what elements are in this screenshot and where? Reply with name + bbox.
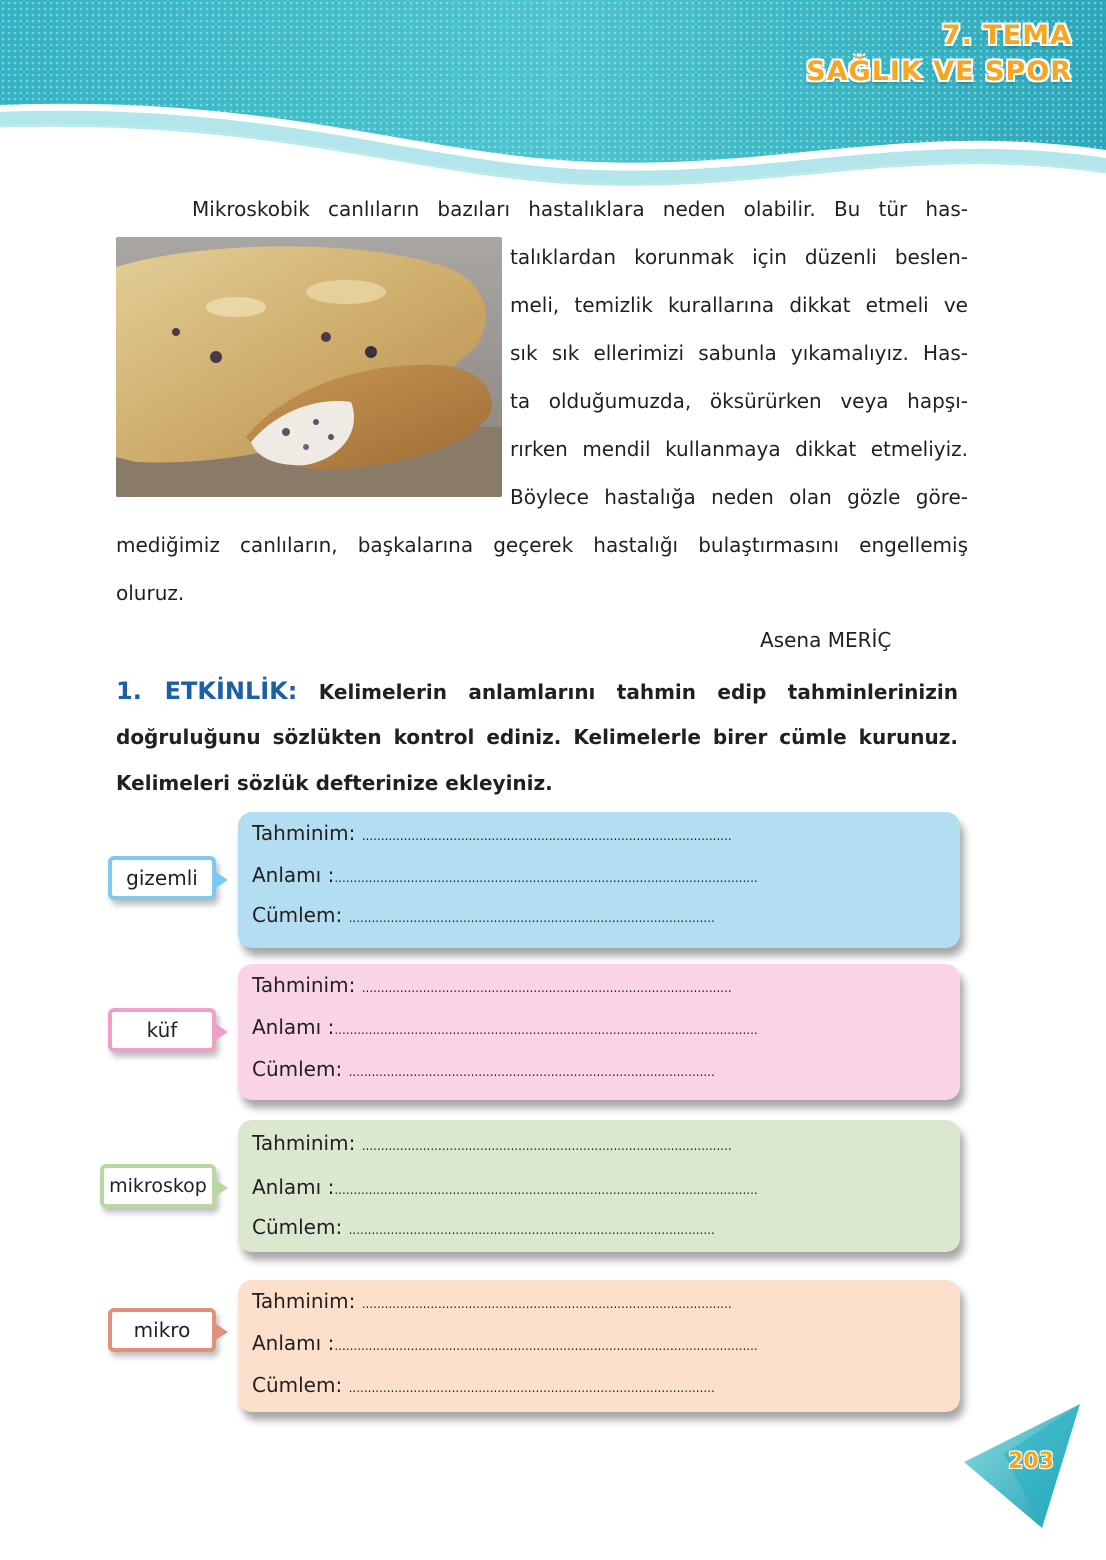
meaning-dots: ............................................................................................................... [334, 1023, 758, 1037]
sentence-field[interactable] [252, 900, 715, 933]
guess-field[interactable] [252, 1128, 732, 1161]
word-panel [238, 812, 960, 948]
meaning-field[interactable] [252, 860, 758, 893]
sentence-label: Cümlem: [252, 903, 343, 927]
sentence-label: Cümlem: [252, 1215, 343, 1239]
meaning-label: Anlamı : [252, 863, 335, 887]
word-panel [238, 1120, 960, 1252]
sentence-dots: ................................................................................................ [348, 1223, 715, 1237]
word-panel [238, 964, 960, 1100]
sentence-field[interactable] [252, 1370, 715, 1403]
reading-line: oluruz. [116, 581, 185, 605]
activity-title: 1. ETKİNLİK: [116, 677, 298, 705]
reading-line: talıklardan korunmak için düzenli beslen- [510, 245, 968, 269]
reading-line: sık sık ellerimizi sabunla yıkamalıyız. Has- [510, 341, 968, 365]
bread-photo [116, 237, 502, 497]
activity-line-2: doğruluğunu sözlükten kontrol ediniz. Kelimelerle birer cümle kurunuz. [116, 725, 958, 749]
word-tag: gizemli [108, 856, 216, 900]
guess-label: Tahminim: [252, 1131, 356, 1155]
activity-text: Kelimelerin anlamlarını tahmin edip tahminlerinizin [318, 680, 958, 704]
theme-number: 7. TEMA [941, 20, 1072, 51]
word-card-kuf [100, 964, 970, 1104]
sentence-dots: ................................................................................................ [348, 1381, 715, 1395]
guess-label: Tahminim: [252, 1289, 356, 1313]
theme-title: SAĞLIK VE SPOR [806, 56, 1072, 87]
meaning-dots: ............................................................................................................... [334, 871, 758, 885]
word-tag: mikro [108, 1308, 216, 1352]
meaning-field[interactable] [252, 1172, 758, 1205]
activity-line-3: Kelimeleri sözlük defterinize ekleyiniz. [116, 771, 553, 795]
word-panel [238, 1280, 960, 1412]
guess-field[interactable] [252, 970, 732, 1003]
guess-dots: ................................................................................................. [361, 981, 732, 995]
meaning-dots: ............................................................................................................... [334, 1339, 758, 1353]
meaning-field[interactable] [252, 1328, 758, 1361]
meaning-label: Anlamı : [252, 1331, 335, 1355]
word-tag: mikroskop [100, 1164, 216, 1208]
sentence-dots: ................................................................................................ [348, 1065, 715, 1079]
theme-heading [806, 18, 1072, 90]
sentence-label: Cümlem: [252, 1057, 343, 1081]
reading-line: meli, temizlik kurallarına dikkat etmeli ve [510, 293, 968, 317]
meaning-dots: ............................................................................................................... [334, 1183, 758, 1197]
word-tag: küf [108, 1008, 216, 1052]
activity-instructions [116, 668, 958, 806]
guess-dots: ................................................................................................. [361, 1139, 732, 1153]
author-name: Asena MERİÇ [760, 628, 892, 652]
sentence-field[interactable] [252, 1054, 715, 1087]
sentence-field[interactable] [252, 1212, 715, 1245]
reading-line: mediğimiz canlıların, başkalarına geçerek hastalığı bulaştırmasını engellemiş [116, 533, 968, 557]
reading-line: rırken mendil kullanmaya dikkat etmeliyiz. [510, 437, 968, 461]
guess-dots: ................................................................................................. [361, 829, 732, 843]
word-card-gizemli [100, 812, 970, 952]
reading-line: Mikroskobik canlıların bazıları hastalıklara neden olabilir. Bu tür has- [192, 197, 968, 221]
guess-label: Tahminim: [252, 821, 356, 845]
guess-field[interactable] [252, 818, 732, 851]
sentence-dots: ................................................................................................ [348, 911, 715, 925]
guess-field[interactable] [252, 1286, 732, 1319]
meaning-field[interactable] [252, 1012, 758, 1045]
sentence-label: Cümlem: [252, 1373, 343, 1397]
word-card-mikroskop [100, 1120, 970, 1260]
reading-line: ta olduğumuzda, öksürürken veya hapşı- [510, 389, 968, 413]
guess-dots: ................................................................................................. [361, 1297, 732, 1311]
meaning-label: Anlamı : [252, 1015, 335, 1039]
reading-line: Böylece hastalığa neden olan gözle göre- [510, 485, 968, 509]
guess-label: Tahminim: [252, 973, 356, 997]
meaning-label: Anlamı : [252, 1175, 335, 1199]
word-card-mikro [100, 1280, 970, 1420]
page-number: 203 [1008, 1449, 1054, 1474]
activity-line-1 [116, 668, 958, 714]
